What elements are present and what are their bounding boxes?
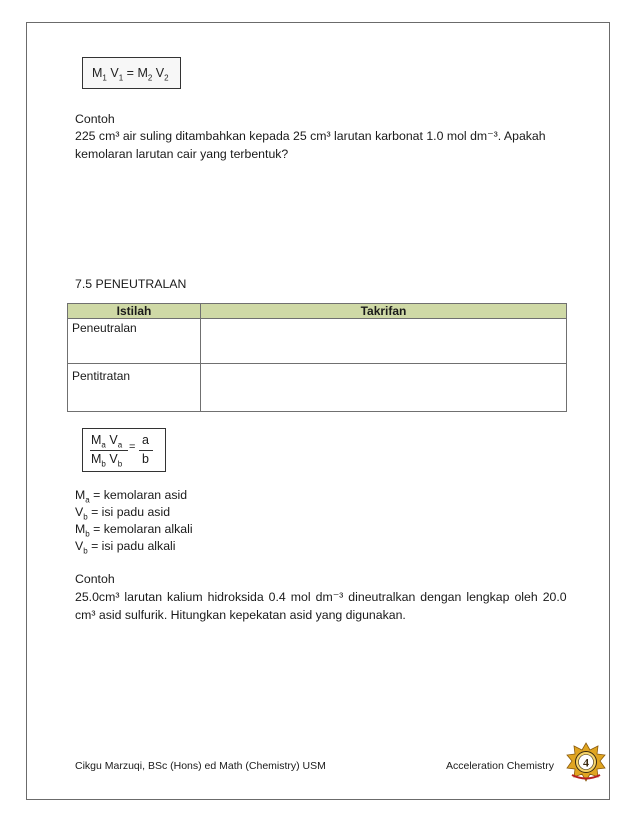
table-cell-term: Peneutralan <box>68 319 201 364</box>
example-line: 225 cm³ air suling ditambahkan kepada 25 cm³ larutan karbonat 1.0 mol dm⁻³. Apakah <box>75 129 546 143</box>
formula-text: M <box>91 452 102 466</box>
example-line: kemolaran larutan cair yang terbentuk? <box>75 147 289 161</box>
table-header: Takrifan <box>201 304 567 319</box>
table-row <box>68 319 567 364</box>
table-cell-term: Pentitratan <box>68 364 201 412</box>
table-cell-definition <box>201 364 567 412</box>
formula-text: = <box>126 66 134 80</box>
formula-sub: 2 <box>164 73 169 83</box>
definitions-table <box>67 303 567 412</box>
neutralization-formula <box>82 428 166 472</box>
formula-denominator <box>91 452 123 469</box>
fraction-line <box>139 450 153 451</box>
table-header-row <box>68 304 567 319</box>
formula-sub: 1 <box>102 73 107 83</box>
example-line: cm³ asid sulfurik. Hitungkan kepekatan asid yang digunakan. <box>75 608 406 622</box>
formula-sub: b <box>101 459 106 469</box>
formula-text: V <box>109 433 118 447</box>
formula-right-num: a <box>142 433 149 447</box>
school-crest-icon <box>566 742 606 782</box>
legend-item: $V_b$ = isi padu alkali <box>75 539 176 556</box>
formula-sub: b <box>117 459 123 469</box>
formula-sub: a <box>117 440 123 450</box>
formula-right-den: b <box>142 452 149 466</box>
section-title: 7.5 PENEUTRALAN <box>75 277 187 291</box>
fraction-line <box>90 450 128 451</box>
crest-numeral: 4 <box>583 755 589 770</box>
table-header: Istilah <box>68 304 201 319</box>
example-line: 25.0cm³ larutan kalium hidroksida 0.4 mol dm⁻³ dineutralkan dengan lengkap oleh 20.0 <box>75 590 567 604</box>
example-heading: Contoh <box>75 572 115 586</box>
formula-text: M <box>91 433 102 447</box>
formula-text: M <box>92 66 103 80</box>
formula-sub: 2 <box>147 73 153 83</box>
formula-text: M <box>137 66 148 80</box>
footer-author: Cikgu Marzuqi, BSc (Hons) ed Math (Chemistry) USM <box>75 760 326 772</box>
formula-sub: a <box>101 440 106 450</box>
formula-equals: = <box>129 441 136 453</box>
footer-title: Acceleration Chemistry <box>446 760 554 772</box>
example-heading: Contoh <box>75 112 115 126</box>
formula-text: V <box>155 66 165 80</box>
formula-numerator <box>91 433 123 450</box>
legend-item: $V_b$ = isi padu asid <box>75 505 171 522</box>
formula-sub: 1 <box>118 73 124 83</box>
legend-item: $M_a$ = kemolaran asid <box>75 488 188 505</box>
table-row <box>68 364 567 412</box>
table-cell-definition <box>201 319 567 364</box>
legend-item: $M_b$ = kemolaran alkali <box>75 522 193 539</box>
dilution-formula <box>82 57 181 89</box>
formula-text: V <box>109 452 118 466</box>
formula-text: V <box>110 66 119 80</box>
